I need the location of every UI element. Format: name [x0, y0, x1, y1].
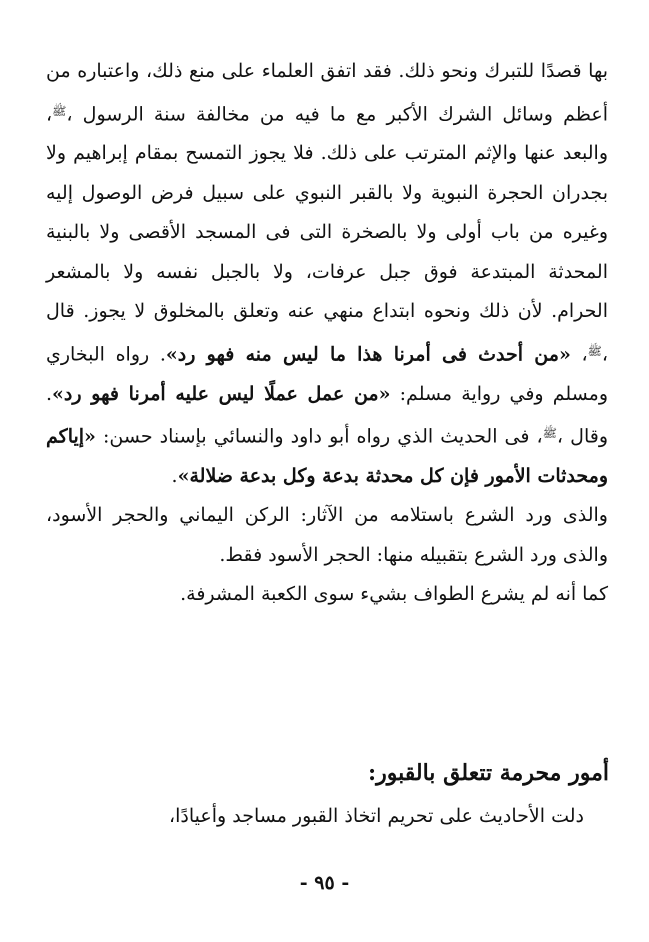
section-heading: أمور محرمة تتعلق بالقبور: [368, 760, 609, 786]
text-run: . [171, 464, 178, 487]
text-run: . وقال ، [46, 382, 608, 448]
text-run: ، فى الحديث الذي رواه أبو داود والنسائي بإسناد حسن: [95, 425, 543, 448]
section-first-line: دلت الأحاديث على تحريم اتخاذ القبور مساجد وأعيادًا، [169, 805, 584, 827]
page-number: - ٩٥ - [299, 872, 350, 894]
hadith-quote: «إياكم ومحدثات الأمور فإن كل محدثة بدعة وكل بدعة ضلالة» [46, 425, 608, 487]
paragraph [46, 575, 608, 615]
hadith-quote: «من عمل عملًا ليس عليه أمرنا فهو رد» [52, 382, 391, 405]
sallallahu-glyph: ﷺ [542, 426, 557, 441]
text-run: . رواه البخاري ومسلم وفي رواية مسلم: [46, 343, 609, 405]
sallallahu-glyph: ﷺ [587, 343, 602, 358]
body-text [46, 52, 608, 615]
paragraph [46, 52, 608, 496]
text-run: والذى ورد الشرع باستلامه من الآثار: الركن اليماني والحجر الأسود، والذى ورد الشرع بتقبيله منها: الحجر الأسود فقط. [46, 504, 608, 566]
text-run: كما أنه لم يشرع الطواف بشيء سوى الكعبة المشرفة. [180, 583, 608, 606]
text-run: ، والبعد عنها والإثم المترتب على ذلك. فلا يجوز التمسح بمقام إبراهيم ولا بجدران الحجرة النبوية ولا بالقبر النبوي على سبيل فرض الوصول إليه وغيره من باب أولى ولا بالصخرة التى فى المسجد الأقصى ولا بالبنية المحدثة المبتدعة فوق جبل عرفات، ولا بالجبل نفسه ولا بالمشعر الحرام. لأن ذلك ونحوه ابتداع منهي عنه وتعلق بالمخلوق لا يجوز. قال ، [46, 102, 609, 366]
paragraph [46, 496, 608, 575]
text-run: ، [570, 343, 588, 366]
sallallahu-glyph: ﷺ [52, 103, 67, 118]
hadith-quote: «من أحدث فى أمرنا هذا ما ليس منه فهو رد» [165, 343, 571, 366]
text-run: بها قصدًا للتبرك ونحو ذلك. فقد اتفق العلماء على منع ذلك، واعتباره من أعظم وسائل الشرك الأكبر مع ما فيه من مخالفة سنة الرسول ، [46, 60, 608, 125]
